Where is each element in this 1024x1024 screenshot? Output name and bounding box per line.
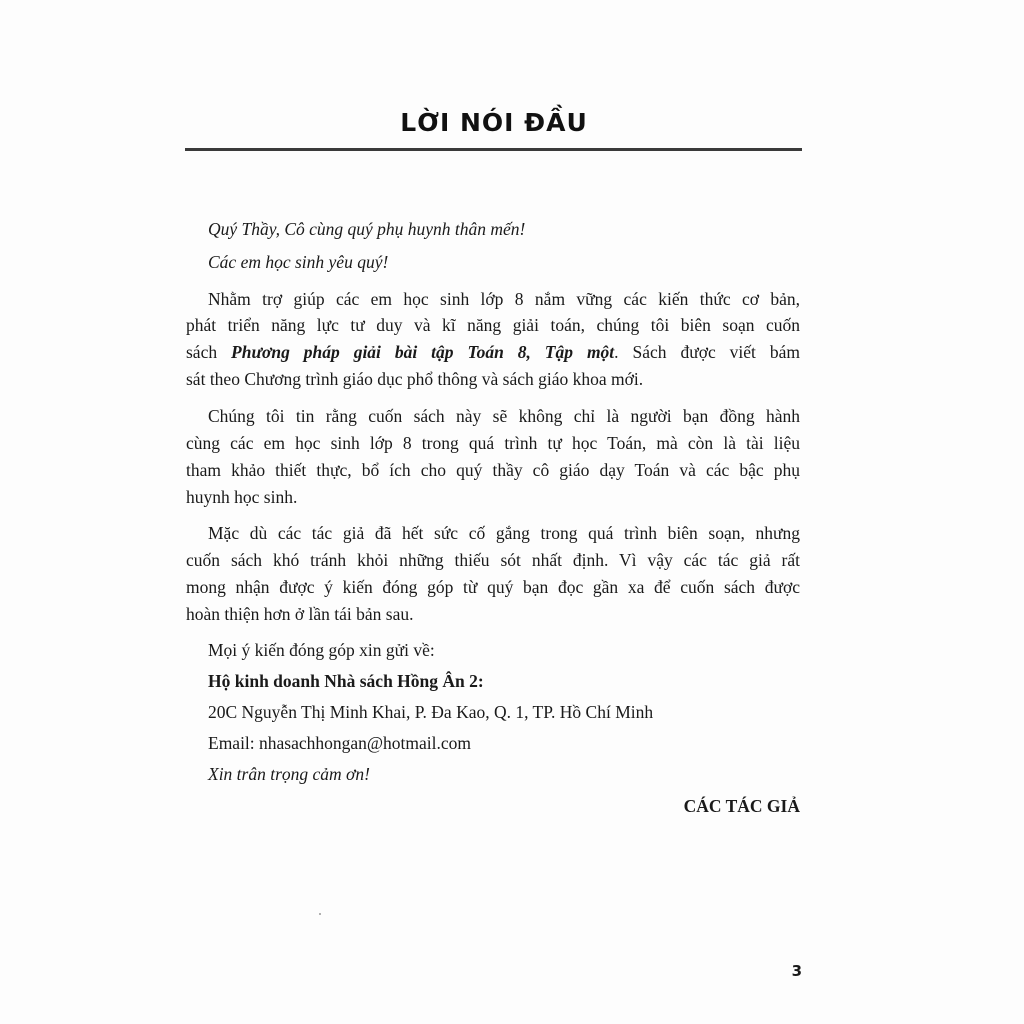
paragraph-3-line-1: Mặc dù các tác giả đã hết sức cố gắng trong quá trình biên soạn, nhưng bbox=[208, 523, 800, 543]
greeting-line-1: Quý Thầy, Cô cùng quý phụ huynh thân mến! bbox=[208, 219, 526, 239]
paragraph-2-line-1: Chúng tôi tin rằng cuốn sách này sẽ không chỉ là người bạn đồng hành bbox=[208, 406, 800, 426]
paragraph-1-line-2: phát triển năng lực tư duy và kĩ năng giải toán, chúng tôi biên soạn cuốn bbox=[186, 315, 800, 335]
paragraph-1-line-4: sát theo Chương trình giáo dục phổ thông và sách giáo khoa mới. bbox=[186, 369, 644, 389]
page-title: LỜI NÓI ĐẦU bbox=[400, 108, 588, 137]
paper-speck bbox=[319, 913, 321, 915]
paragraph-2-line-4: huynh học sinh. bbox=[186, 487, 298, 507]
book-title: Phương pháp giải bài tập Toán 8, Tập một bbox=[231, 342, 615, 362]
paragraph-1-line-3 bbox=[186, 341, 800, 363]
closing-line: Xin trân trọng cảm ơn! bbox=[208, 764, 370, 784]
contact-company: Hộ kinh doanh Nhà sách Hồng Ân 2: bbox=[208, 671, 484, 691]
paragraph-1-line-1: Nhằm trợ giúp các em học sinh lớp 8 nắm vững các kiến thức cơ bản, bbox=[208, 289, 800, 309]
page-number: 3 bbox=[791, 962, 802, 980]
paragraph-3-line-4: hoàn thiện hơn ở lần tái bản sau. bbox=[186, 604, 414, 624]
contact-intro: Mọi ý kiến đóng góp xin gửi về: bbox=[208, 640, 435, 660]
signature: CÁC TÁC GIẢ bbox=[683, 796, 800, 816]
paragraph-3-line-2: cuốn sách khó tránh khỏi những thiếu sót nhất định. Vì vậy các tác giả rất bbox=[186, 550, 800, 570]
paragraph-1-line-3-end: . Sách được viết bám bbox=[614, 342, 800, 362]
contact-address: 20C Nguyễn Thị Minh Khai, P. Đa Kao, Q. 1, TP. Hồ Chí Minh bbox=[208, 702, 654, 722]
contact-email: Email: nhasachhongan@hotmail.com bbox=[208, 733, 471, 753]
paragraph-1-line-3-start: sách bbox=[186, 342, 232, 362]
greeting-line-2: Các em học sinh yêu quý! bbox=[208, 252, 389, 272]
paragraph-2-line-2: cùng các em học sinh lớp 8 trong quá trình tự học Toán, mà còn là tài liệu bbox=[186, 433, 800, 453]
paragraph-2-line-3: tham khảo thiết thực, bổ ích cho quý thầy cô giáo dạy Toán và các bậc phụ bbox=[186, 460, 800, 480]
title-underline bbox=[185, 148, 802, 151]
paragraph-3-line-3: mong nhận được ý kiến đóng góp từ quý bạn đọc gần xa để cuốn sách được bbox=[186, 577, 800, 597]
